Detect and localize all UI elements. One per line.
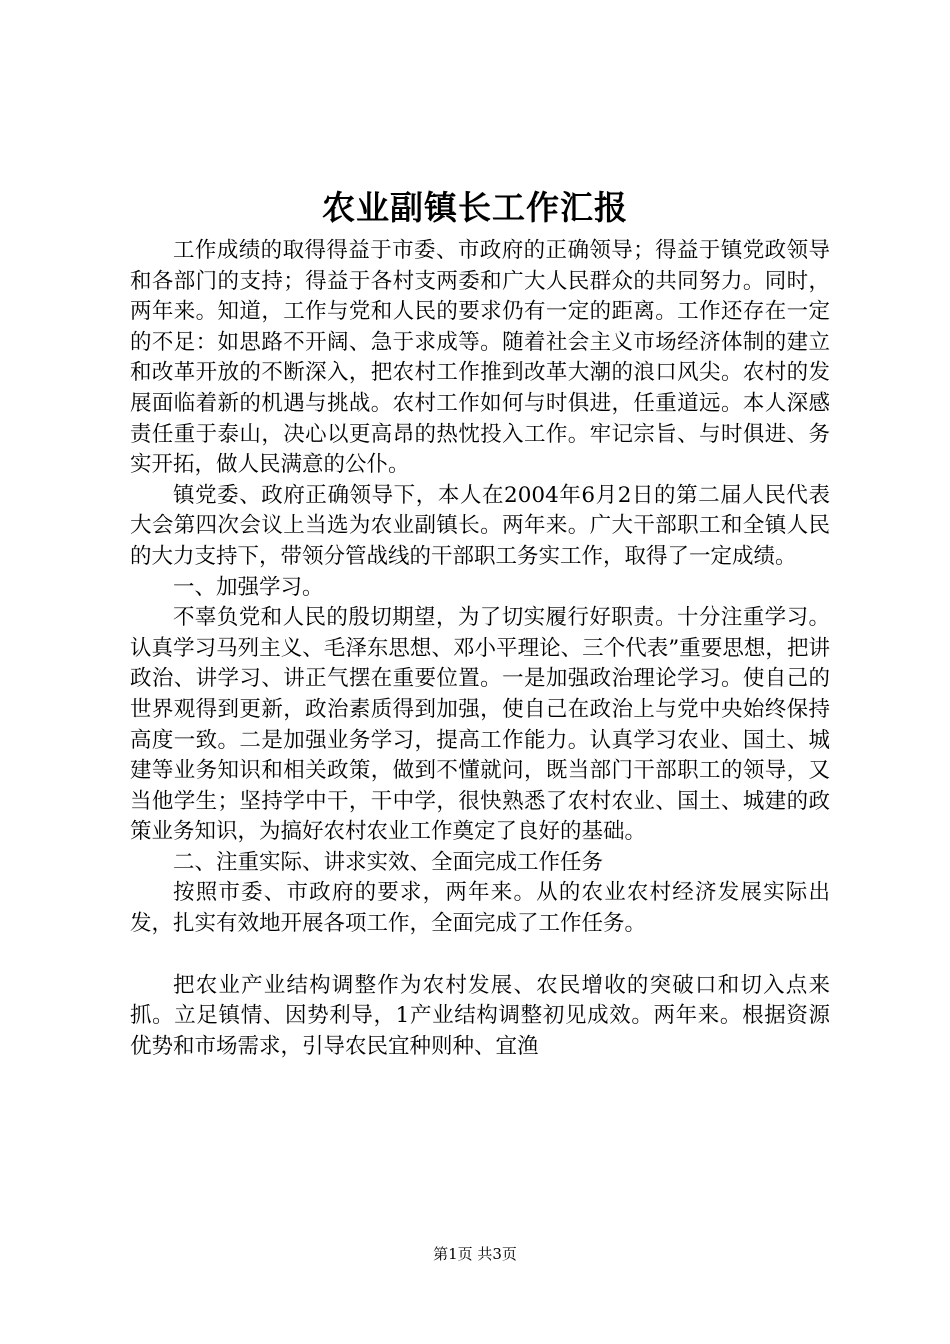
section-heading: 一、加强学习。 [173,574,324,600]
paragraph: 按照市委、市政府的要求，两年来。从的农业农村经济发展实际出发，扎实有效地开展各项工作，全面完成了工作任务。 [130,880,830,937]
document-body [130,236,830,1062]
page-footer: 第1页 共3页 [433,1245,517,1263]
paragraph: 镇党委、政府正确领导下，本人在2004年6月2日的第二届人民代表大会第四次会议上当选为农业副镇长。两年来。广大干部职工和全镇人民的大力支持下，带领分管战线的干部职工务实工作，取得了一定成绩。 [130,482,830,569]
document-title: 农业副镇长工作汇报 [322,188,628,227]
section-heading: 二、注重实际、讲求实效、全面完成工作任务 [173,849,604,875]
paragraph: 工作成绩的取得得益于市委、市政府的正确领导；得益于镇党政领导和各部门的支持；得益于各村支两委和广大人民群众的共同努力。同时，两年来。知道，工作与党和人民的要求仍有一定的距离。工作还存在一定的不足：如思路不开阔、急于求成等。随着社会主义市场经济体制的建立和改革开放的不断深入，把农村工作推到改革大潮的浪口风尖。农村的发展面临着新的机遇与挑战。农村工作如何与时俱进，任重道远。本人深感责任重于泰山，决心以更高昂的热忱投入工作。牢记宗旨、与时俱进、务实开拓，做人民满意的公仆。 [130,238,830,478]
paragraph: 把农业产业结构调整作为农村发展、农民增收的突破口和切入点来抓。立足镇情、因势利导，1产业结构调整初见成效。两年来。根据资源优势和市场需求，引导农民宜种则种、宜渔 [130,972,830,1059]
paragraph: 不辜负党和人民的殷切期望，为了切实履行好职责。十分注重学习。认真学习马列主义、毛泽东思想、邓小平理论、三个代表”重要思想，把讲政治、讲学习、讲正气摆在重要位置。一是加强政治理论学习。使自己的世界观得到更新，政治素质得到加强，使自己在政治上与党中央始终保持高度一致。二是加强业务学习，提高工作能力。认真学习农业、国土、城建等业务知识和相关政策，做到不懂就问，既当部门干部职工的领导，又当他学生；坚持学中干，干中学，很快熟悉了农村农业、国土、城建的政策业务知识，为搞好农村农业工作奠定了良好的基础。 [130,605,830,845]
